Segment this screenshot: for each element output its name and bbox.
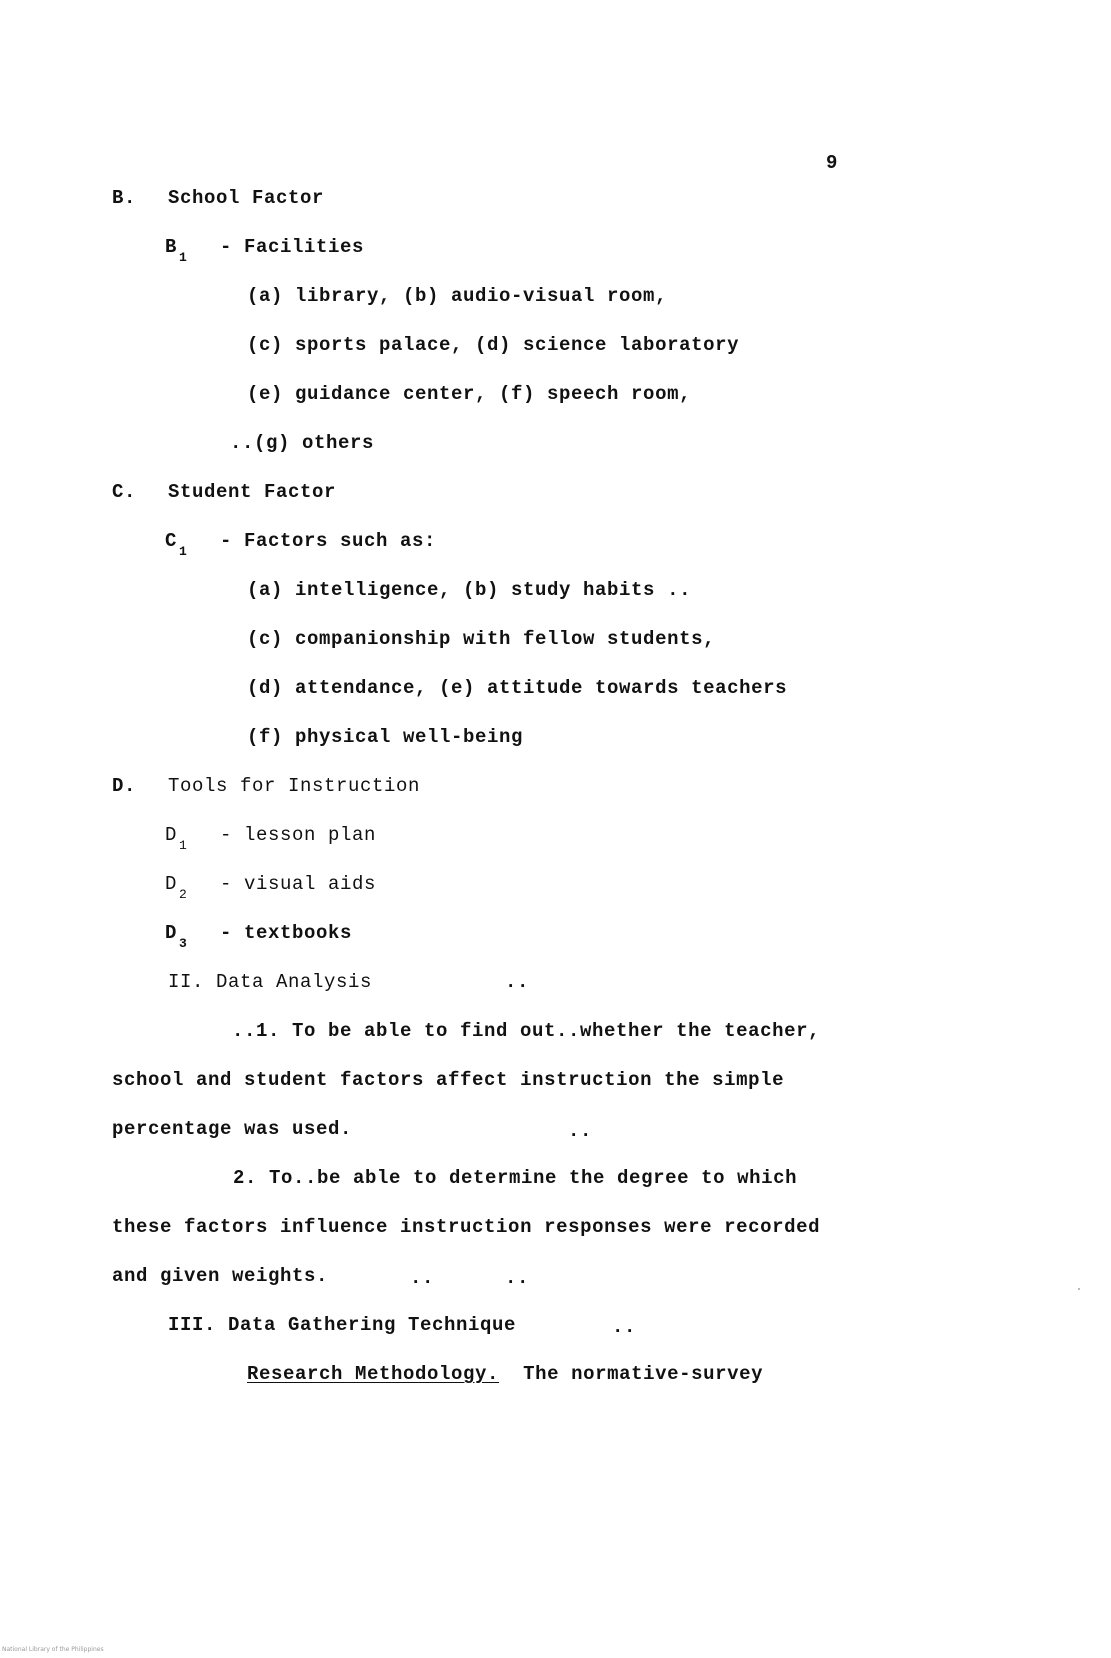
- section-d-letter: D.: [112, 775, 137, 797]
- data-analysis-para2-line: these factors influence instruction responses were recorded: [112, 1216, 821, 1238]
- method-text: The normative-survey: [523, 1363, 764, 1385]
- section-c-subcode: C $_1$: [165, 530, 188, 559]
- data-analysis-para1-mark: ..: [568, 1120, 593, 1142]
- data-analysis-heading: II. Data Analysis: [168, 971, 373, 993]
- section-d-heading: Tools for Instruction: [168, 775, 421, 797]
- section-c-letter: C.: [112, 481, 137, 503]
- section-b-item: (c) sports palace, (d) science laboratory: [247, 334, 740, 356]
- section-c-item: (d) attendance, (e) attitude towards teachers: [247, 677, 788, 699]
- data-analysis-para2-mark: ..: [410, 1267, 435, 1289]
- data-analysis-para2-line: 2. To..be able to determine the degree to which: [233, 1167, 798, 1189]
- data-analysis-para2-line: and given weights.: [112, 1265, 329, 1287]
- data-analysis-para1-line: percentage was used.: [112, 1118, 353, 1140]
- section-d-sublabel: - lesson plan: [220, 824, 377, 846]
- section-c-sublabel: - Factors such as:: [220, 530, 437, 552]
- data-analysis-heading-mark: ..: [505, 971, 530, 993]
- section-d-subcode: D $_3$: [165, 922, 188, 951]
- data-analysis-para1-line: school and student factors affect instruction the simple: [112, 1069, 785, 1091]
- section-d-sublabel: - visual aids: [220, 873, 377, 895]
- section-b-subcode: B $_1$: [165, 236, 188, 265]
- section-b-item: ..(g) others: [230, 432, 375, 454]
- scan-speck: [1078, 1288, 1080, 1290]
- data-gathering-heading: III. Data Gathering Technique: [168, 1314, 517, 1336]
- section-c-item: (a) intelligence, (b) study habits ..: [247, 579, 692, 601]
- data-analysis-para2-mark: ..: [505, 1267, 530, 1289]
- section-b-item: (a) library, (b) audio-visual room,: [247, 285, 668, 307]
- section-d-subcode: D $_1$: [165, 824, 188, 853]
- page-number: 9: [826, 152, 839, 174]
- section-d-subcode: D $_2$: [165, 873, 188, 902]
- section-c-item: (c) companionship with fellow students,: [247, 628, 716, 650]
- section-c-item: (f) physical well-being: [247, 726, 524, 748]
- method-line: [247, 1363, 763, 1385]
- section-b-item: (e) guidance center, (f) speech room,: [247, 383, 692, 405]
- footer-stamp: National Library of the Philippines: [2, 1646, 104, 1653]
- section-d-sublabel: - textbooks: [220, 922, 353, 944]
- method-title: Research Methodology.: [247, 1363, 500, 1385]
- section-b-sublabel: - Facilities: [220, 236, 365, 258]
- data-gathering-heading-mark: ..: [612, 1316, 637, 1338]
- section-b-letter: B.: [112, 187, 137, 209]
- section-b-heading: School Factor: [168, 187, 325, 209]
- section-c-heading: Student Factor: [168, 481, 337, 503]
- data-analysis-para1-line: ..1. To be able to find out..whether the teacher,: [232, 1020, 821, 1042]
